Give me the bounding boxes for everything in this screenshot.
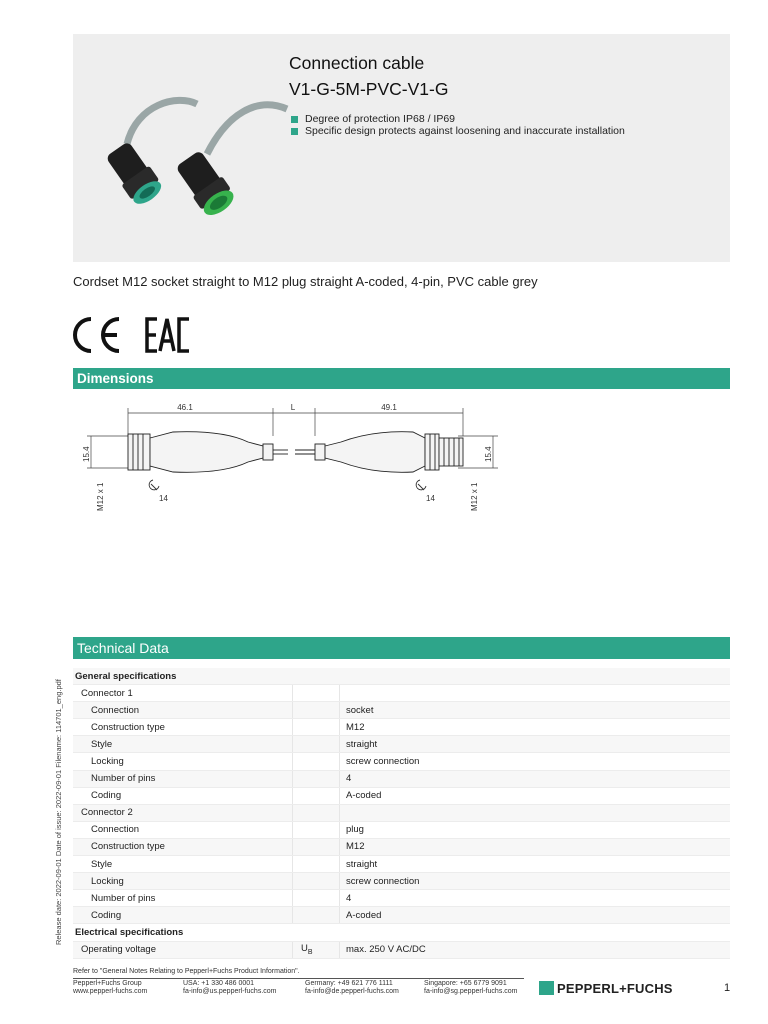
bullet-square-icon	[291, 116, 298, 123]
dim-wrench-left: 14	[159, 494, 168, 503]
table-row	[73, 856, 730, 873]
row-value	[340, 685, 731, 702]
product-image	[87, 84, 307, 234]
row-symbol	[293, 873, 340, 890]
table-row	[73, 907, 730, 924]
row-symbol	[293, 804, 340, 821]
row-value: A-coded	[340, 787, 731, 804]
product-header-panel	[73, 34, 730, 262]
row-symbol	[293, 787, 340, 804]
row-symbol	[293, 753, 340, 770]
footer-contact-group: Pepperl+Fuchs Group www.pepperl-fuchs.com	[73, 980, 148, 995]
dim-left-length: 46.1	[177, 403, 193, 412]
row-symbol	[293, 838, 340, 855]
feature-item: Specific design protects against loosening and inaccurate installation	[291, 126, 651, 138]
row-symbol	[293, 770, 340, 787]
footer-email-germany[interactable]: fa-info@de.pepperl-fuchs.com	[305, 988, 399, 995]
footer-divider	[73, 978, 524, 979]
footer-website-link[interactable]: www.pepperl-fuchs.com	[73, 988, 148, 995]
row-label: Locking	[91, 875, 124, 887]
table-row	[73, 890, 730, 907]
feature-item: Degree of protection IP68 / IP69	[291, 114, 651, 126]
row-label: Number of pins	[91, 773, 156, 785]
row-label: Electrical specifications	[75, 926, 184, 938]
table-row	[73, 787, 730, 804]
row-label: Connection	[91, 704, 140, 716]
row-value: A-coded	[340, 907, 731, 924]
dim-height-right: 15.4	[484, 446, 493, 462]
footer-contact-usa: USA: +1 330 486 0001 fa-info@us.pepperl-fuchs.com	[183, 980, 277, 995]
row-value	[340, 804, 731, 821]
logo-mark-icon	[539, 981, 554, 995]
table-row	[73, 924, 730, 941]
row-value: screw connection	[340, 753, 731, 770]
bullet-square-icon	[291, 128, 298, 135]
dim-right-length: 49.1	[381, 403, 397, 412]
section-header-technical-data: Technical Data	[73, 637, 730, 659]
section-header-dimensions: Dimensions	[73, 368, 730, 389]
footer-contact-germany: Germany: +49 621 776 1111 fa-info@de.pepperl-fuchs.com	[305, 980, 399, 995]
table-row	[73, 873, 730, 890]
table-row	[73, 770, 730, 787]
certification-marks-icon	[73, 315, 193, 355]
technical-data-table	[73, 668, 730, 959]
title-line-2: V1-G-5M-PVC-V1-G	[289, 79, 449, 99]
row-symbol	[293, 856, 340, 873]
table-row	[73, 753, 730, 770]
row-value: plug	[340, 821, 731, 838]
row-label: Construction type	[91, 841, 165, 853]
title-line-1: Connection cable	[289, 53, 425, 73]
table-row	[73, 838, 730, 855]
row-label: Connector 1	[81, 687, 133, 699]
table-row	[73, 702, 730, 719]
row-label: Style	[91, 858, 113, 870]
dim-thread-left: M12 x 1	[96, 482, 105, 511]
company-logo	[539, 980, 673, 996]
dim-thread-right: M12 x 1	[470, 482, 479, 511]
row-label: Number of pins	[91, 892, 156, 904]
dim-middle-length: L	[290, 403, 296, 412]
dim-wrench-right: 14	[426, 494, 435, 503]
row-symbol	[293, 890, 340, 907]
table-row	[73, 821, 730, 838]
row-value: M12	[340, 719, 731, 736]
dim-height-left: 15.4	[82, 446, 91, 462]
page-number: 1	[724, 982, 731, 994]
row-symbol	[293, 907, 340, 924]
row-label: Coding	[91, 790, 122, 802]
row-value: M12	[340, 838, 731, 855]
row-symbol	[293, 719, 340, 736]
logo-text: PEPPERL+FUCHS	[557, 980, 673, 996]
table-row	[73, 941, 730, 958]
table-row	[73, 719, 730, 736]
row-value: straight	[340, 856, 731, 873]
release-info-vertical: Release date: 2022-09-01 Date of issue: 2022-09-01 Filename: 114701_eng.pdf	[54, 679, 63, 945]
table-row	[73, 804, 730, 821]
table-row	[73, 668, 730, 685]
row-value: 4	[340, 770, 731, 787]
footer-general-notes: Refer to "General Notes Relating to Pepperl+Fuchs Product Information".	[73, 968, 300, 975]
row-value: 4	[340, 890, 731, 907]
table-row	[73, 736, 730, 753]
product-title	[289, 50, 448, 102]
row-label: Connection	[91, 824, 140, 836]
dimension-drawing	[73, 396, 513, 516]
row-value: socket	[340, 702, 731, 719]
row-label: Style	[91, 738, 113, 750]
row-symbol	[293, 821, 340, 838]
row-symbol	[293, 685, 340, 702]
row-value: max. 250 V AC/DC	[340, 941, 731, 958]
feature-list	[291, 114, 651, 137]
row-value: screw connection	[340, 873, 731, 890]
row-value: straight	[340, 736, 731, 753]
row-symbol	[293, 702, 340, 719]
footer-email-usa[interactable]: fa-info@us.pepperl-fuchs.com	[183, 988, 277, 995]
row-label: General specifications	[75, 670, 177, 682]
row-label: Connector 2	[81, 807, 133, 819]
row-label: Coding	[91, 909, 122, 921]
footer-contact-singapore: Singapore: +65 6779 9091 fa-info@sg.pepperl-fuchs.com	[424, 980, 518, 995]
row-symbol: $U_B$	[293, 941, 340, 958]
row-symbol	[293, 736, 340, 753]
row-label: Operating voltage	[81, 944, 156, 956]
table-row	[73, 685, 730, 702]
row-label: Construction type	[91, 721, 165, 733]
product-description: Cordset M12 socket straight to M12 plug straight A-coded, 4-pin, PVC cable grey	[73, 274, 538, 289]
footer-email-singapore[interactable]: fa-info@sg.pepperl-fuchs.com	[424, 988, 518, 995]
row-label: Locking	[91, 756, 124, 768]
